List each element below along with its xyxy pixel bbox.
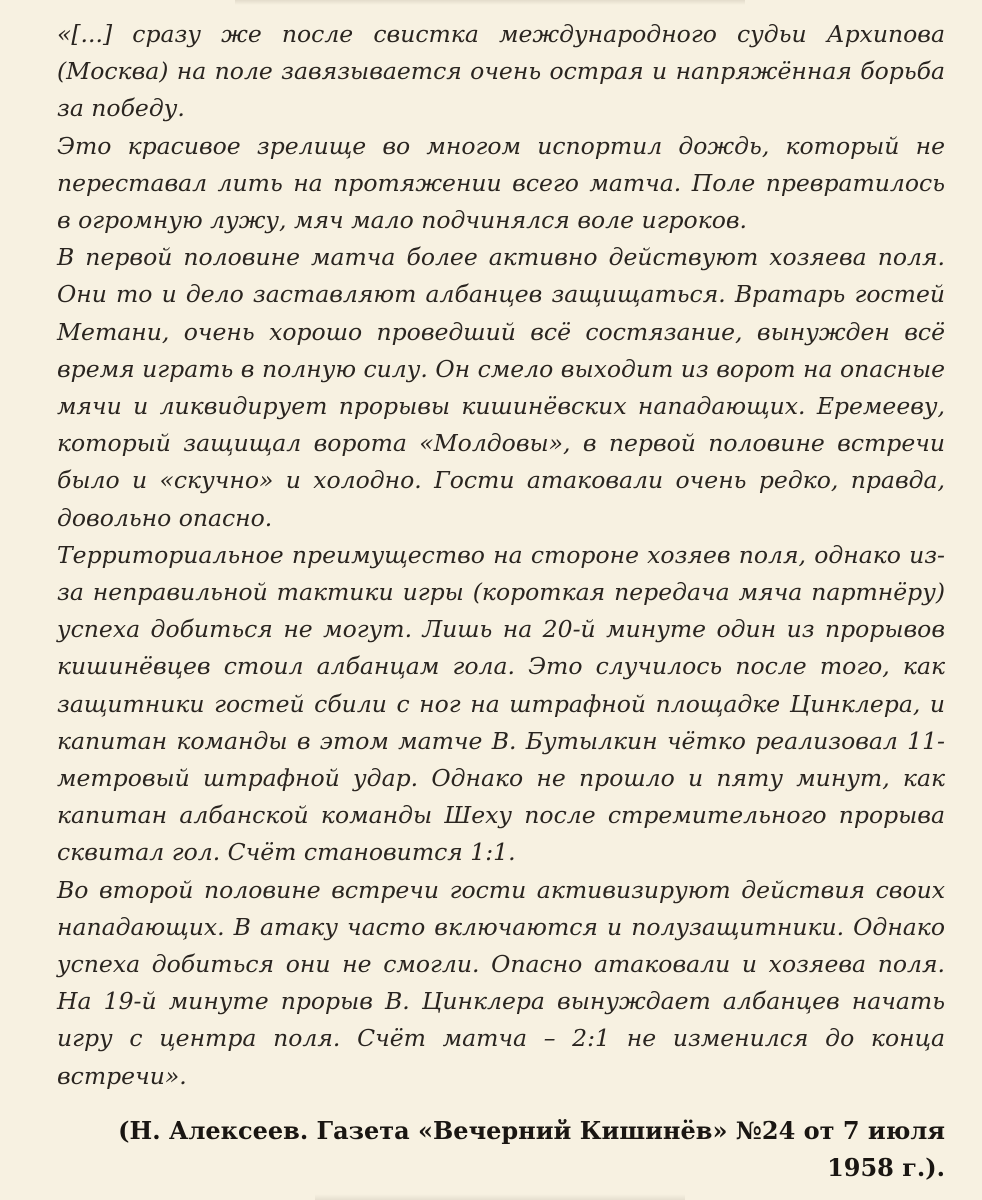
top-page-edge [235, 0, 745, 5]
article-quote [57, 16, 945, 1095]
paragraph-5: Во второй половине встречи гости активизируют действия своих нападающих. В атаку часто включаются и полузащитники. Однако успеха добиться они не смогли. Опасно атаковали и хозяева поля. На 19-й минуте прорыв В. Цинклера вынуждает албанцев начать игру с центра поля. Счёт матча – 2:1 не изменился до конца встречи». [57, 875, 945, 1090]
paragraph-3: В первой половине матча более активно действуют хозяева поля. Они то и дело заставляют албанцев защищаться. Вратарь гостей Метани, очень хорошо проведший всё состязание, вынужден всё время играть в полную силу. Он смело выходит из ворот на опасные мячи и ликвидирует прорывы кишинёвских нападающих. Еремееву, который защищал ворота «Молдовы», в первой половине встречи было и «скучно» и холодно. Гости атаковали очень редко, правда, довольно опасно. [57, 243, 945, 532]
source-citation: (Н. Алексеев. Газета «Вечерний Кишинёв» №24 от 7 июля 1958 г.). [118, 1116, 945, 1182]
paragraph-1: «[...] сразу же после свистка международного судьи Архипова (Москва) на поле завязывается очень острая и напряжённая борьба за победу. [57, 20, 945, 123]
paragraph-2: Это красивое зрелище во многом испортил дождь, который не переставал лить на протяжении всего матча. Поле превратилось в огромную лужу, мяч мало подчинялся воле игроков. [57, 131, 945, 235]
bottom-page-edge [315, 1194, 685, 1200]
paragraph-4: Территориальное преимущество на стороне хозяев поля, однако из-за неправильной тактики игры (короткая передача мяча партнёру) успеха добиться не могут. Лишь на 20-й минуте один из прорывов кишинёвцев стоил албанцам гола. Это случилось после того, как защитники гостей сбили с ног на штрафной площадке Цинклера, и капитан команды в этом матче В. Бутылкин чётко реализовал 11-метровый штрафной удар. Однако не прошло и пяту минут, как капитан албанской команды Шеху после стремительного прорыва сквитал гол. Счёт становится 1:1. [57, 540, 945, 867]
